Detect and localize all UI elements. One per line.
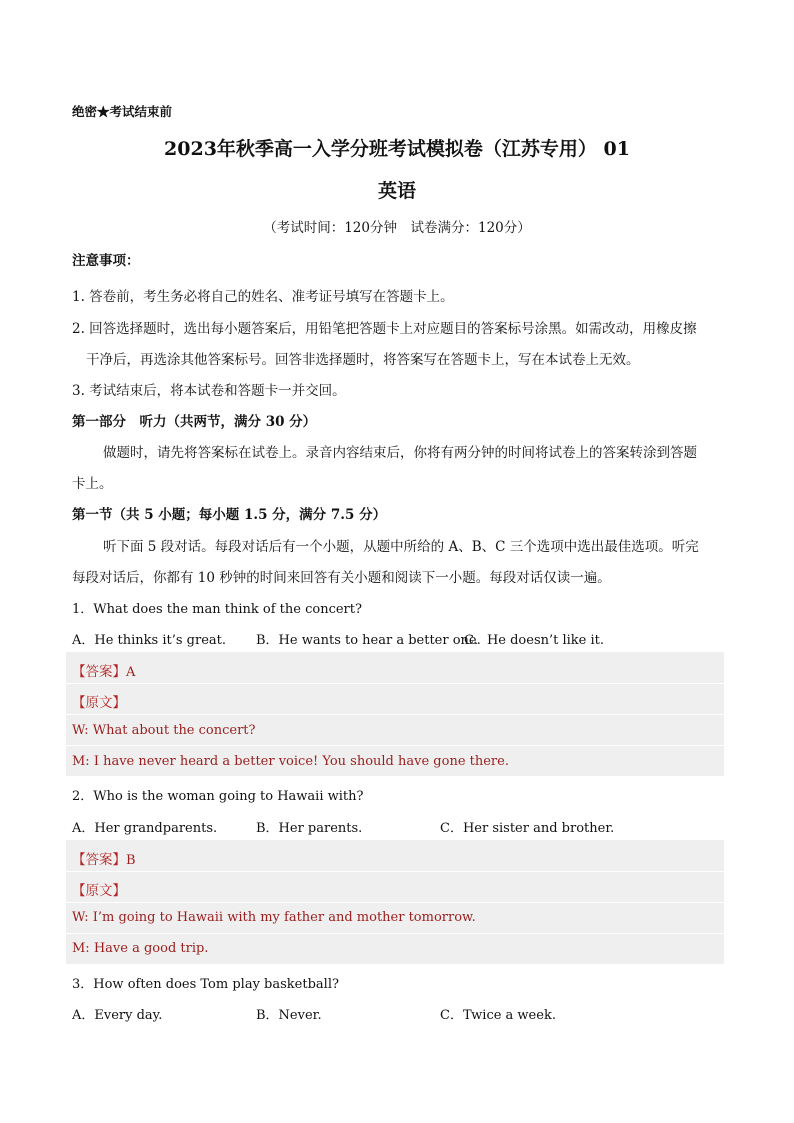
note-item: 干净后，再选涂其他答案标号。回答非选择题时，将答案写在答题卡上，写在本试卷上无效。: [86, 352, 640, 368]
row-divider: [66, 745, 724, 746]
option-c: C．He doesn’t like it.: [464, 633, 605, 648]
transcript-line: W: What about the concert?: [72, 723, 256, 738]
section1-heading: 第一节（共 5 小题；每小题 1.5 分，满分 7.5 分）: [72, 507, 387, 523]
transcript-label: 【原文】: [72, 883, 126, 899]
question-stem: 2．Who is the woman going to Hawaii with?: [72, 789, 364, 804]
question-stem: 1．What does the man think of the concert?: [72, 602, 362, 617]
part1-heading: 第一部分 听力（共两节，满分 30 分）: [72, 414, 317, 430]
option-a: A．Every day.: [72, 1008, 163, 1023]
part1-intro: 做题时，请先将答案标在试卷上。录音内容结束后，你将有两分钟的时间将试卷上的答案转涂到答题: [103, 445, 697, 461]
transcript-label: 【原文】: [72, 695, 126, 711]
section1-intro-cont: 每段对话后，你都有 10 秒钟的时间来回答有关小题和阅读下一小题。每段对话仅读一遍。: [72, 570, 611, 586]
exam-time-info: （考试时间：120分钟 试卷满分：120分）: [263, 220, 531, 236]
row-divider: [66, 902, 724, 903]
option-c: C．Twice a week.: [440, 1008, 556, 1023]
subject-title: 英语: [377, 180, 416, 202]
option-c: C．Her sister and brother.: [440, 821, 615, 836]
option-b: B．He wants to hear a better one.: [256, 633, 481, 648]
note-item: 3. 考试结束后，将本试卷和答题卡一并交回。: [72, 383, 346, 399]
answer-label: 【答案】: [72, 664, 126, 680]
row-divider: [66, 933, 724, 934]
transcript-line: W: I’m going to Hawaii with my father and mother tomorrow.: [72, 910, 476, 925]
transcript-line: M: I have never heard a better voice! You should have gone there.: [72, 754, 509, 769]
notes-heading: 注意事项：: [72, 253, 140, 269]
question-stem: 3．How often does Tom play basketball?: [72, 977, 339, 992]
confidential-mark: 绝密★考试结束前: [72, 104, 173, 119]
row-divider: [66, 714, 724, 715]
row-divider: [66, 683, 724, 684]
option-b: B．Never.: [256, 1008, 322, 1023]
option-a: A．Her grandparents.: [72, 821, 218, 836]
answer-value: B: [126, 853, 136, 868]
answer-value: A: [126, 665, 136, 680]
row-divider: [66, 871, 724, 872]
option-b: B．Her parents.: [256, 821, 363, 836]
section1-intro: 听下面 5 段对话。每段对话后有一个小题，从题中所给的 A、B、C 三个选项中选出最佳选项。听完: [103, 539, 699, 555]
exam-title: 2023年秋季高一入学分班考试模拟卷（江苏专用） 01: [164, 138, 630, 160]
note-item: 1. 答卷前，考生务必将自己的姓名、准考证号填写在答题卡上。: [72, 289, 454, 305]
transcript-line: M: Have a good trip.: [72, 941, 209, 956]
answer-line: [72, 848, 136, 868]
answer-label: 【答案】: [72, 852, 126, 868]
note-item: 2. 回答选择题时，选出每小题答案后，用铅笔把答题卡上对应题目的答案标号涂黑。如需改动，用橡皮擦: [72, 321, 697, 337]
part1-intro-cont: 卡上。: [72, 476, 113, 492]
option-a: A．He thinks it’s great.: [72, 633, 227, 648]
answer-line: [72, 660, 135, 680]
